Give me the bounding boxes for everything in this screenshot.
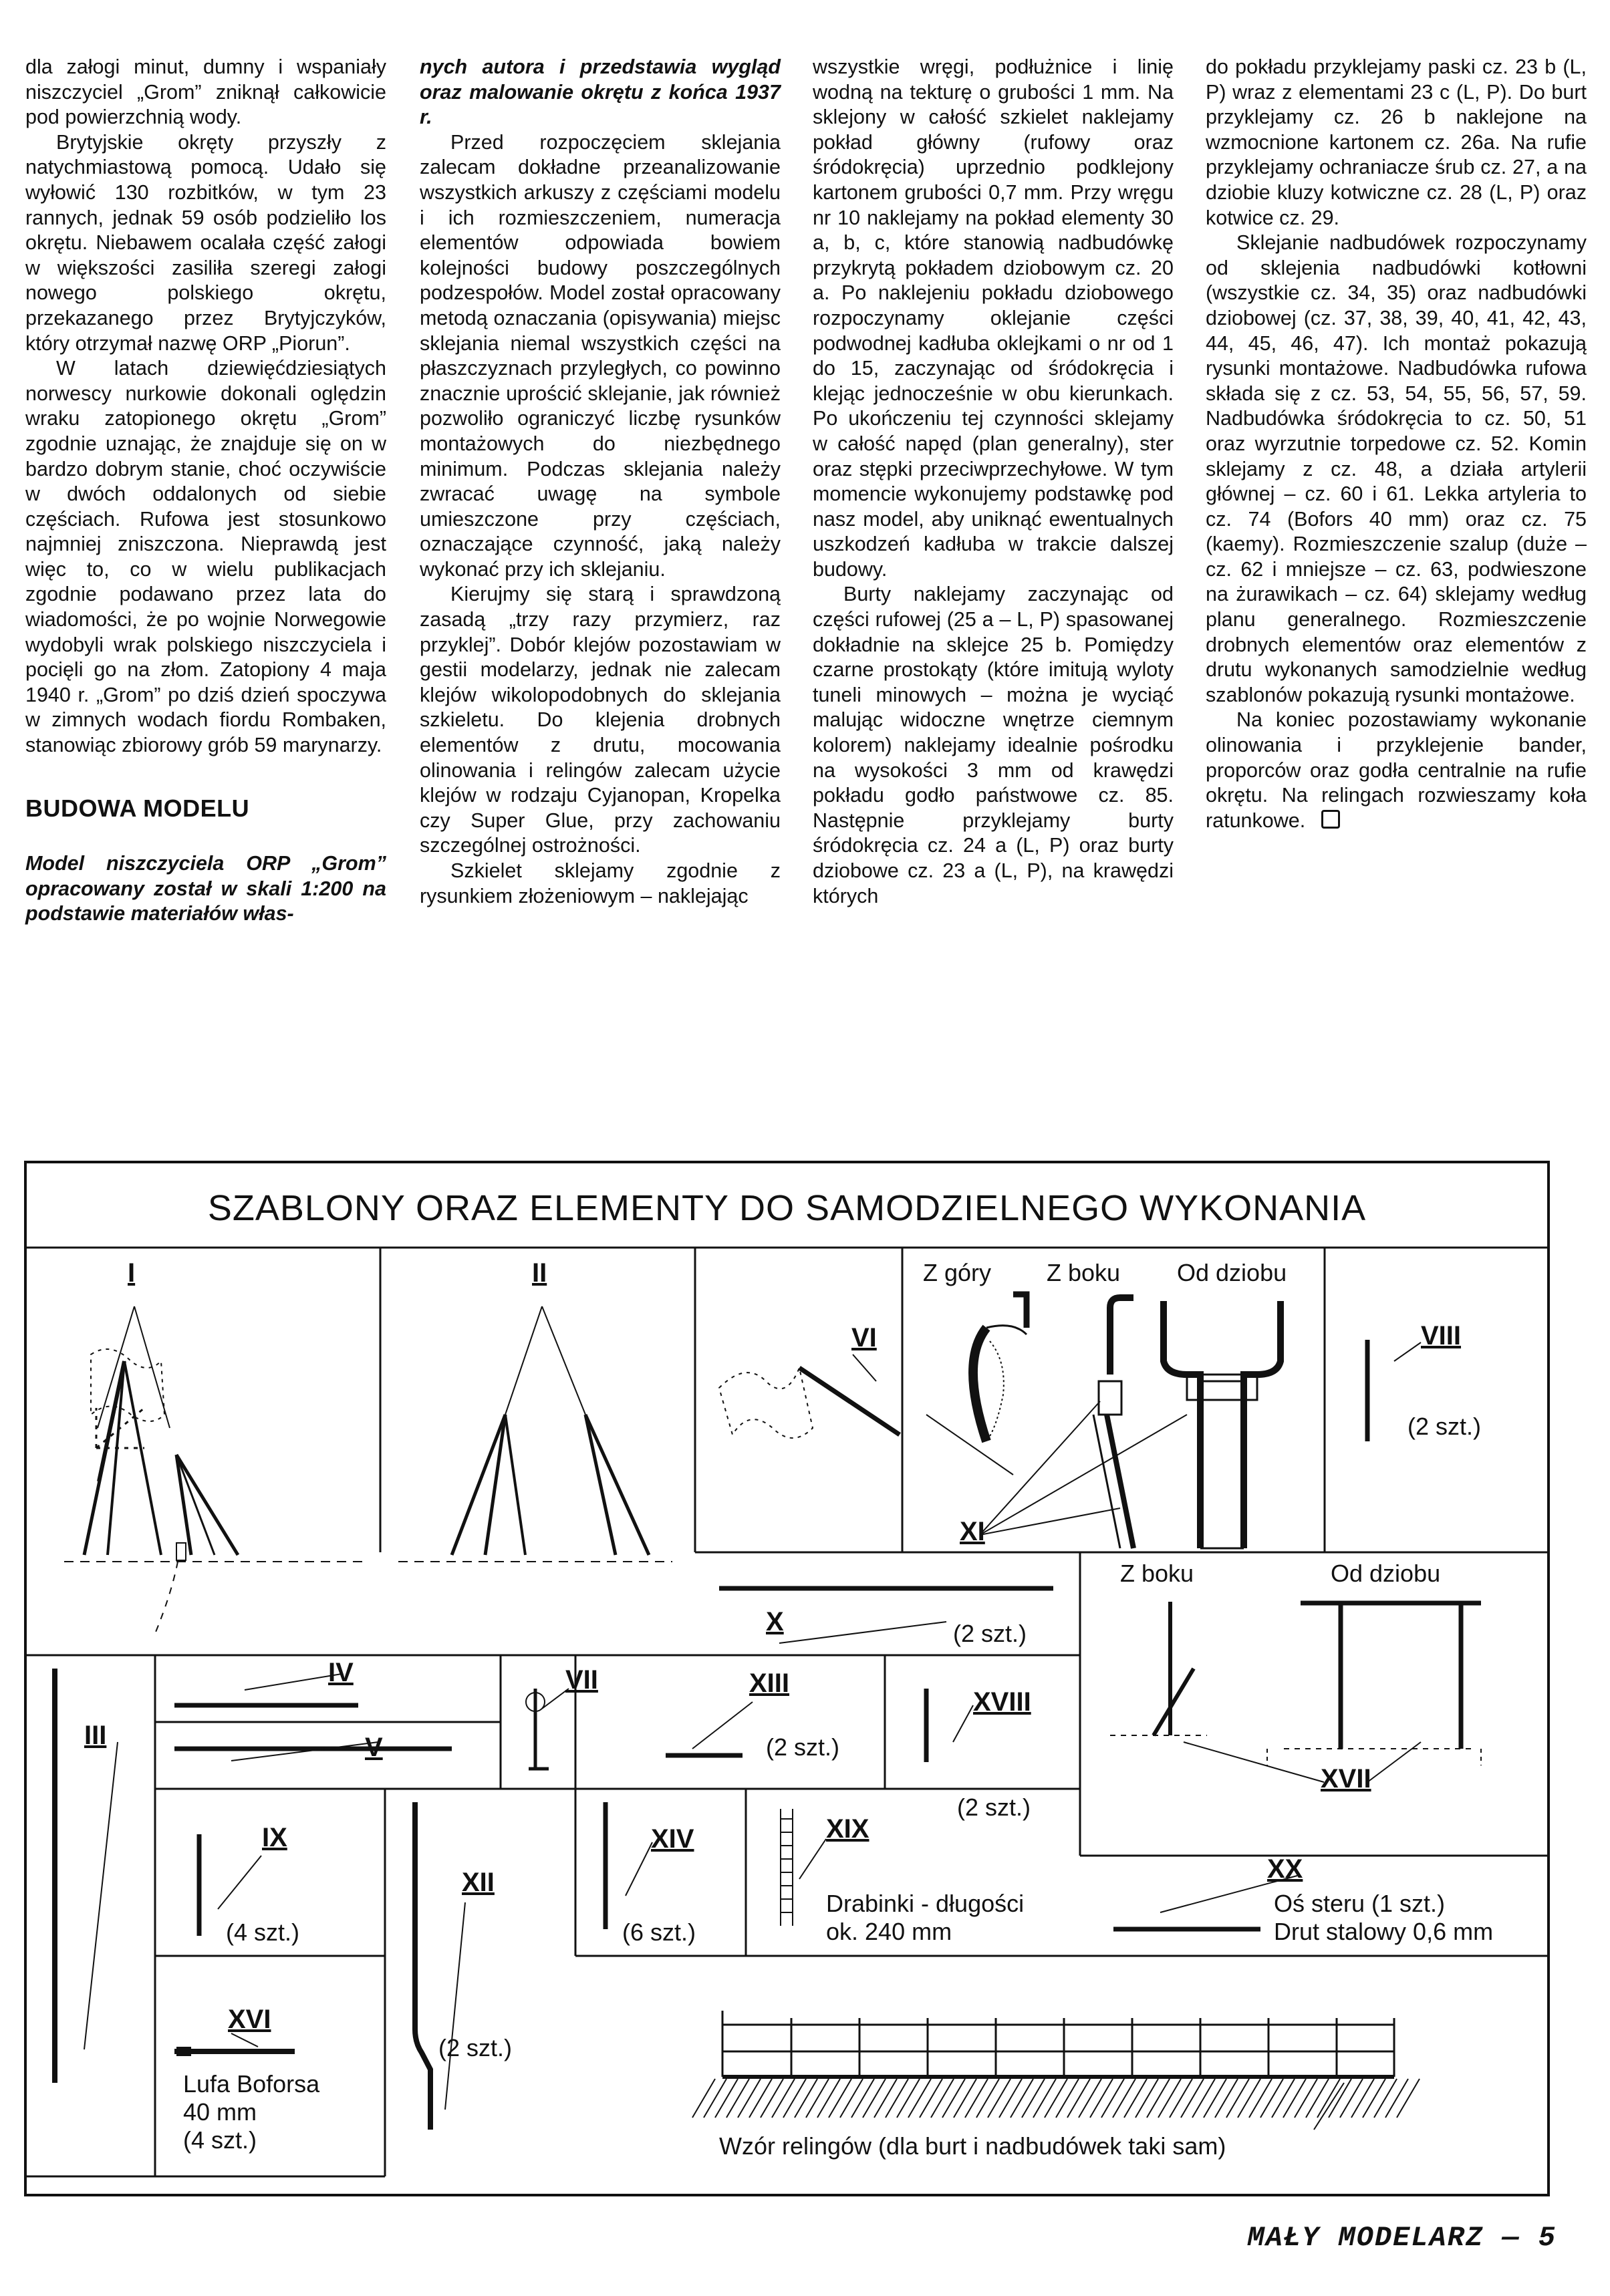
hatch-mark bbox=[726, 2079, 749, 2118]
hatch-mark bbox=[1090, 2079, 1113, 2118]
label-vii: VII bbox=[565, 1665, 598, 1695]
hatch-mark bbox=[783, 2079, 806, 2118]
end-of-article-icon bbox=[1321, 810, 1340, 829]
label-xix: XIX bbox=[826, 1814, 869, 1844]
xvi-desc-line1: Lufa Boforsa bbox=[183, 2070, 320, 2098]
template-xi bbox=[926, 1294, 1281, 1548]
hatch-mark bbox=[806, 2079, 829, 2118]
hatch-mark bbox=[715, 2079, 738, 2118]
hatch-mark bbox=[1397, 2079, 1420, 2118]
lead-paragraph: Model niszczyciela ORP „Grom” opracowany został w skali 1:200 na podstawie materiałów włas- bbox=[25, 852, 386, 925]
view-label-front: Od dziobu bbox=[1331, 1560, 1441, 1587]
xix-length-line1: Drabinki - długości bbox=[826, 1890, 1025, 1917]
article-column-3 bbox=[813, 55, 1174, 909]
count-xiii: (2 szt.) bbox=[766, 1733, 840, 1761]
hatch-mark bbox=[817, 2079, 840, 2118]
view-label-side: Z boku bbox=[1047, 1259, 1121, 1286]
hatch-mark bbox=[1351, 2079, 1374, 2118]
hatch-mark bbox=[908, 2079, 931, 2118]
hatch-mark bbox=[1181, 2079, 1204, 2118]
xvi-desc-line2: 40 mm bbox=[183, 2098, 257, 2126]
hatch-mark bbox=[931, 2079, 954, 2118]
label-xviii: XVIII bbox=[973, 1687, 1031, 1717]
hatch-mark bbox=[1067, 2079, 1090, 2118]
hatch-mark bbox=[897, 2079, 920, 2118]
hatch-mark bbox=[1249, 2079, 1272, 2118]
hatch-mark bbox=[1215, 2079, 1238, 2118]
page-footer: MAŁY MODELARZ — 5 bbox=[1247, 2222, 1557, 2254]
hatch-mark bbox=[1363, 2079, 1385, 2118]
hatch-mark bbox=[999, 2079, 1022, 2118]
label-v: V bbox=[365, 1733, 383, 1762]
paragraph: Sklejanie nadbudówek rozpoczynamy od sklejenia nadbudówki kotłowni (wszystkie cz. 34, 35) oraz nadbudówki dziobowej (cz. 37, 38, 39, 40, 41, 42, 43, 44, 45, 46, 47). Ich montaż pokazują rysunki montażowe. Nadbudówka rufowa składa się z cz. 53, 54, 55, 56, 57, 59. Nadbudówka śródokręcia to cz. 50, 51 oraz wyrzutnie torpedowe cz. 52. Komin sklejamy z cz. 48, a działa artylerii głównej – cz. 60 i 61. Lekka artyleria to cz. 74 (Bofors 40 mm) oraz cz. 75 (kaemy). Rozmieszczenie szalup (duże – cz. 62 i mniejsze – cz. 63, podwieszone na żurawikach – cz. 64) sklejamy według planu generalnego. Rozmieszczenie drobnych elementów oraz elementów z drutu wykonanych samodzielnie według szablonów pokazują rysunki montażowe. bbox=[1206, 231, 1587, 706]
label-xiv: XIV bbox=[651, 1824, 694, 1854]
label-ii: II bbox=[532, 1258, 547, 1288]
paragraph: wszystkie wręgi, podłużnice i linię wodną na tekturę o grubości 1 mm. Na sklejony w całość szkielet naklejamy pokład główny (rufowy oraz śródokręcia) uprzednio podklejony kartonem grubości 0,7 mm. Przy wręgu nr 10 naklejamy na pokład elementy 30 a, b, c, które stanowią nadbudówkę przykrytą pokładem dziobowym cz. 20 a. Po naklejeniu pokładu dziobowego rozpoczynamy oklejanie części podwodnej kadłuba oklejkami o nr od 1 do 15, zaczynając od śródokręcia i klejąc jednocześnie w obu kierunkach. Po ukończeniu tej czynności sklejamy w całość napęd (plan generalny), ster oraz stępki przeciwprzechyłowe. W tym momencie wykonujemy podstawkę pod nasz model, aby uniknąć ewentualnych uszkodzeń kadłuba w trakcie dalszej budowy. bbox=[813, 55, 1174, 581]
template-vi bbox=[719, 1354, 900, 1438]
hatch-mark bbox=[1147, 2079, 1170, 2118]
hatch-mark bbox=[1374, 2079, 1397, 2118]
template-xii bbox=[415, 1802, 465, 2130]
hatch-mark bbox=[1226, 2079, 1249, 2118]
section-heading: BUDOWA MODELU bbox=[25, 794, 250, 822]
hatch-mark bbox=[1272, 2079, 1295, 2118]
paragraph-text: Na koniec pozostawiamy wykonanie olinowania i przyklejenie bander, proporców oraz godła centralnie na rufie okrętu. Na relingach rozwieszamy koła ratunkowe. bbox=[1206, 708, 1587, 832]
paragraph: Burty naklejamy zaczynając od części rufowej (25 a – L, P) spasowanej dokładnie na sklejce 25 b. Pomiędzy czarne prostokąty (które imitują wyloty tuneli minowych – można je wyciąć malując widoczne wnętrze ciemnym kolorem) naklejamy idealnie pośrodku na wysokości 3 mm od krawędzi pokładu godło państwowe cz. 85. Następnie przyklejamy burty śródokręcia cz. 24 a (L, P) oraz burty dziobowe cz. 23 a (L, P), na krawędzi których bbox=[813, 583, 1174, 907]
template-i bbox=[64, 1306, 365, 1635]
hatch-mark bbox=[1283, 2079, 1306, 2118]
label-xi: XI bbox=[960, 1517, 985, 1546]
hatch-mark bbox=[1101, 2079, 1124, 2118]
panel-title: SZABLONY ORAZ ELEMENTY DO SAMODZIELNEGO WYKONANIA bbox=[207, 1188, 1367, 1228]
count-xviii: (2 szt.) bbox=[957, 1793, 1031, 1821]
paragraph: W latach dziewięćdziesiątych norwescy nurkowie dokonali oględzin wraku zatopionego okrętu „Grom” zgodnie uznając, że znajduje się on w bardzo dobrym stanie, choć oczywiście w dwóch oddalonych od siebie częściach. Rufowa jest stosunkowo najmniej zniszczona. Nieprawdą jest więc to, co w wielu publikacjach zgodnie podawano przez lata do wiadomości, że po wojnie Norwegowie wydobyli wrak polskiego niszczyciela i pocięli go na złom. Zatopiony 4 maja 1940 r. „Grom” po dziś dzień spoczywa w zimnych wodach fiordu Rombaken, stanowiąc zbiorowy grób 59 marynarzy. bbox=[25, 357, 386, 757]
hatch-mark bbox=[851, 2079, 874, 2118]
count-xii: (2 szt.) bbox=[438, 2034, 513, 2061]
template-xviii bbox=[926, 1689, 973, 1762]
template-ii bbox=[398, 1306, 672, 1562]
hatch-mark bbox=[1170, 2079, 1192, 2118]
hatch-mark bbox=[920, 2079, 942, 2118]
hatch-mark bbox=[1135, 2079, 1158, 2118]
hatch-mark bbox=[829, 2079, 851, 2118]
hatch-mark bbox=[761, 2079, 783, 2118]
hatch-mark bbox=[954, 2079, 976, 2118]
hatch-mark bbox=[704, 2079, 726, 2118]
paragraph: Przed rozpoczęciem sklejania zalecam dokładne przeanalizowanie wszystkich arkuszy z częściami modelu i ich rozmieszczeniem, numeracja elementów odpowiada bowiem kolejności budowy poszczególnych podzespołów. Model został opracowany metodą oznaczania (opisywania) miejsc sklejania niemal wszystkich części na płaszczyznach przyległych, co powinno znacznie uprościć sklejanie, jak również pozwoliło ograniczyć liczbę rysunków montażowych do niezbędnego minimum. Podczas sklejania należy zwracać uwagę na symbole umieszczone przy częściach, oznaczające czynność, jaką należy wykonać przy ich sklejaniu. bbox=[420, 130, 781, 581]
paragraph: dla załogi minut, dumny i wspaniały niszczyciel „Grom” zniknął całkowicie pod powierzchnią wody. bbox=[25, 55, 386, 129]
hatch-mark bbox=[1204, 2079, 1226, 2118]
hatch-mark bbox=[863, 2079, 886, 2118]
label-xiii: XIII bbox=[749, 1669, 790, 1698]
article-column-1 bbox=[25, 55, 386, 927]
label-x: X bbox=[766, 1607, 784, 1636]
hatch-mark bbox=[1079, 2079, 1101, 2118]
hatch-mark bbox=[1329, 2079, 1351, 2118]
hatch-mark bbox=[738, 2079, 761, 2118]
paragraph: do pokładu przyklejamy paski cz. 23 b (L, P) wraz z elementami 23 c (L, P). Do burt przyklejamy cz. 26 b naklejone na wzmocnione kartonem cz. 26a. Na rufie przyklejamy ochraniacze śrub cz. 27, a na dziobie kluzy kotwiczne cz. 28 (L, P) oraz kotwice cz. 29. bbox=[1206, 55, 1587, 229]
hatch-mark bbox=[1011, 2079, 1033, 2118]
label-vi: VI bbox=[851, 1323, 877, 1352]
count-viii: (2 szt.) bbox=[1407, 1413, 1482, 1440]
hatch-mark bbox=[692, 2079, 715, 2118]
hatch-mark bbox=[976, 2079, 999, 2118]
view-label-front: Od dziobu bbox=[1177, 1259, 1287, 1286]
label-xvii: XVII bbox=[1321, 1764, 1371, 1793]
label-xii: XII bbox=[462, 1868, 495, 1897]
hatch-mark bbox=[840, 2079, 863, 2118]
hatch-mark bbox=[795, 2079, 817, 2118]
template-xiv bbox=[606, 1802, 652, 1929]
xix-length-line2: ok. 240 mm bbox=[826, 1918, 952, 1945]
template-xvii bbox=[1110, 1602, 1481, 1782]
count-xiv: (6 szt.) bbox=[622, 1918, 696, 1946]
label-viii: VIII bbox=[1421, 1321, 1462, 1350]
railing-caption: Wzór relingów (dla burt i nadbudówek taki sam) bbox=[719, 2132, 1226, 2160]
template-v bbox=[174, 1742, 452, 1761]
hatch-mark bbox=[1317, 2079, 1340, 2118]
template-xix bbox=[781, 1809, 826, 1926]
paragraph bbox=[1206, 708, 1587, 833]
hatch-mark bbox=[942, 2079, 965, 2118]
count-x: (2 szt.) bbox=[953, 1620, 1027, 1647]
view-label-side: Z boku bbox=[1120, 1560, 1194, 1587]
paragraph: Kierujmy się starą i sprawdzoną zasadą „trzy razy przymierz, raz przyklej”. Dobór klejów pozostawiam w gestii modelarzy, jednak nie zalecam klejów wikolopodobnych do sklejania szkieletu. Do klejenia drobnych elementów z drutu, mocowania olinowania i relingów zalecam użycie klejów w rodzaju Cyjanopan, Kropelka czy Super Glue, przy zachowaniu szczególnej ostrożności. bbox=[420, 583, 781, 857]
hatch-mark bbox=[1158, 2079, 1181, 2118]
hatch-mark bbox=[874, 2079, 897, 2118]
xx-desc-line2: Drut stalowy 0,6 mm bbox=[1274, 1918, 1494, 1945]
label-xx: XX bbox=[1267, 1854, 1303, 1884]
lead-paragraph: nych autora i przedstawia wygląd oraz malowanie okrętu z końca 1937 r. bbox=[420, 55, 781, 129]
hatch-mark bbox=[1238, 2079, 1260, 2118]
xx-desc-line1: Oś steru (1 szt.) bbox=[1274, 1890, 1446, 1917]
hatch-mark bbox=[886, 2079, 908, 2118]
label-iii: III bbox=[84, 1721, 107, 1750]
view-label-top: Z góry bbox=[923, 1259, 992, 1286]
template-xx bbox=[1113, 1876, 1297, 1929]
hatch-mark bbox=[1045, 2079, 1067, 2118]
hatch-mark bbox=[1192, 2079, 1215, 2118]
paragraph: Brytyjskie okręty przyszły z natychmiastową pomocą. Udało się wyłowić 130 rozbitków, w tym 23 rannych, jednak 59 osób podzieliło los okrętu. Niebawem ocalała część załogi w większości zasiliła szeregi załogi nowego polskiego okrętu, przekazanego przez Brytyjczyków, który otrzymał nazwę ORP „Piorun”. bbox=[25, 130, 386, 355]
label-xvi: XVI bbox=[228, 2005, 271, 2034]
hatch-mark bbox=[749, 2079, 772, 2118]
hatch-mark bbox=[772, 2079, 795, 2118]
hatch-mark bbox=[1260, 2079, 1283, 2118]
hatch-mark bbox=[1385, 2079, 1408, 2118]
template-vii bbox=[526, 1689, 569, 1769]
xvi-desc-line3: (4 szt.) bbox=[183, 2126, 257, 2154]
template-xiii bbox=[666, 1702, 753, 1755]
article-column-4 bbox=[1206, 55, 1587, 833]
count-ix: (4 szt.) bbox=[226, 1918, 300, 1946]
hatch-mark bbox=[1124, 2079, 1147, 2118]
label-iv: IV bbox=[328, 1658, 354, 1687]
paragraph: Szkielet sklejamy zgodnie z rysunkiem złożeniowym – naklejając bbox=[420, 859, 781, 907]
hatch-mark bbox=[1022, 2079, 1045, 2118]
hatch-mark bbox=[965, 2079, 988, 2118]
hatch-mark bbox=[1033, 2079, 1056, 2118]
label-i: I bbox=[128, 1258, 136, 1288]
railing-pattern bbox=[692, 2011, 1420, 2130]
templates-panel bbox=[24, 1161, 1550, 2196]
hatch-mark bbox=[1056, 2079, 1079, 2118]
template-xvi bbox=[174, 2033, 295, 2056]
hatch-mark bbox=[1113, 2079, 1135, 2118]
hatch-mark bbox=[988, 2079, 1011, 2118]
label-ix: IX bbox=[262, 1823, 287, 1852]
hatch-mark bbox=[1295, 2079, 1317, 2118]
article-column-2 bbox=[420, 55, 781, 909]
